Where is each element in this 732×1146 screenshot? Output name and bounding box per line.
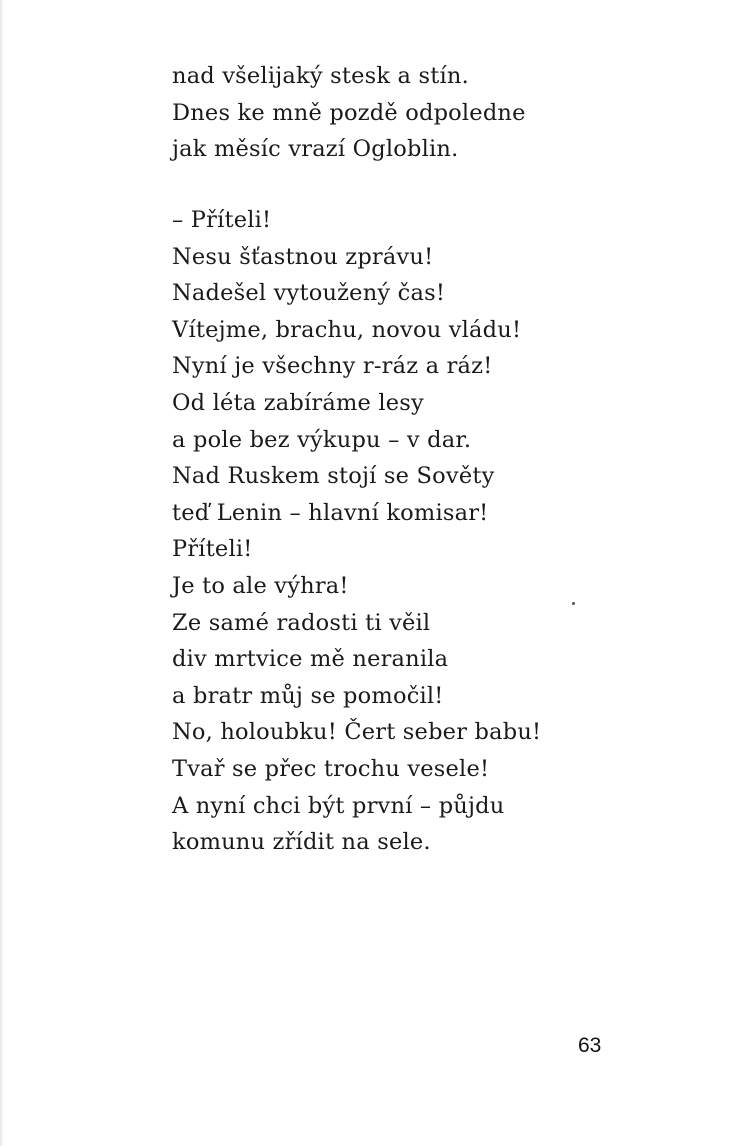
- poem-line: jak měsíc vrazí Ogloblin.: [172, 136, 459, 163]
- poem-stanza-2: [172, 202, 541, 861]
- poem-line: Dnes ke mně pozdě odpoledne: [172, 99, 526, 126]
- poem-line: a bratr můj se pomočil!: [172, 682, 444, 709]
- page-edge-shadow: [0, 0, 4, 1146]
- poem-line: komunu zřídit na sele.: [172, 829, 431, 856]
- poem-line: Tvař se přec trochu vesele!: [172, 755, 490, 782]
- poem-line: Od léta zabíráme lesy: [172, 389, 424, 416]
- poem-line: Vítejme, brachu, novou vládu!: [172, 316, 522, 343]
- poem-line: a pole bez výkupu – v dar.: [172, 426, 472, 453]
- poem-line: No, holoubku! Čert seber babu!: [172, 719, 542, 746]
- poem-line: teď Lenin – hlavní komisar!: [172, 499, 489, 526]
- poem-line: Příteli!: [172, 536, 253, 563]
- poem-line: Nesu šťastnou zprávu!: [172, 243, 434, 270]
- poem-line: Je to ale výhra!: [172, 572, 349, 599]
- poem-line: Nad Ruskem stojí se Sověty: [172, 463, 495, 490]
- print-speck: [572, 602, 575, 605]
- poem-stanza-1: [172, 58, 526, 168]
- poem-line: nad všelijaký stesk a stín.: [172, 63, 469, 89]
- poem-line: A nyní chci být první – půjdu: [172, 792, 505, 819]
- poem-line: – Příteli!: [172, 207, 272, 233]
- page-number: 63: [578, 1034, 602, 1057]
- poem-line: Nadešel vytoužený čas!: [172, 280, 446, 307]
- poem-line: Nyní je všechny r-ráz a ráz!: [172, 353, 493, 380]
- poem-line: Ze samé radosti ti věil: [172, 609, 431, 636]
- poem-line: div mrtvice mě neranila: [172, 646, 449, 673]
